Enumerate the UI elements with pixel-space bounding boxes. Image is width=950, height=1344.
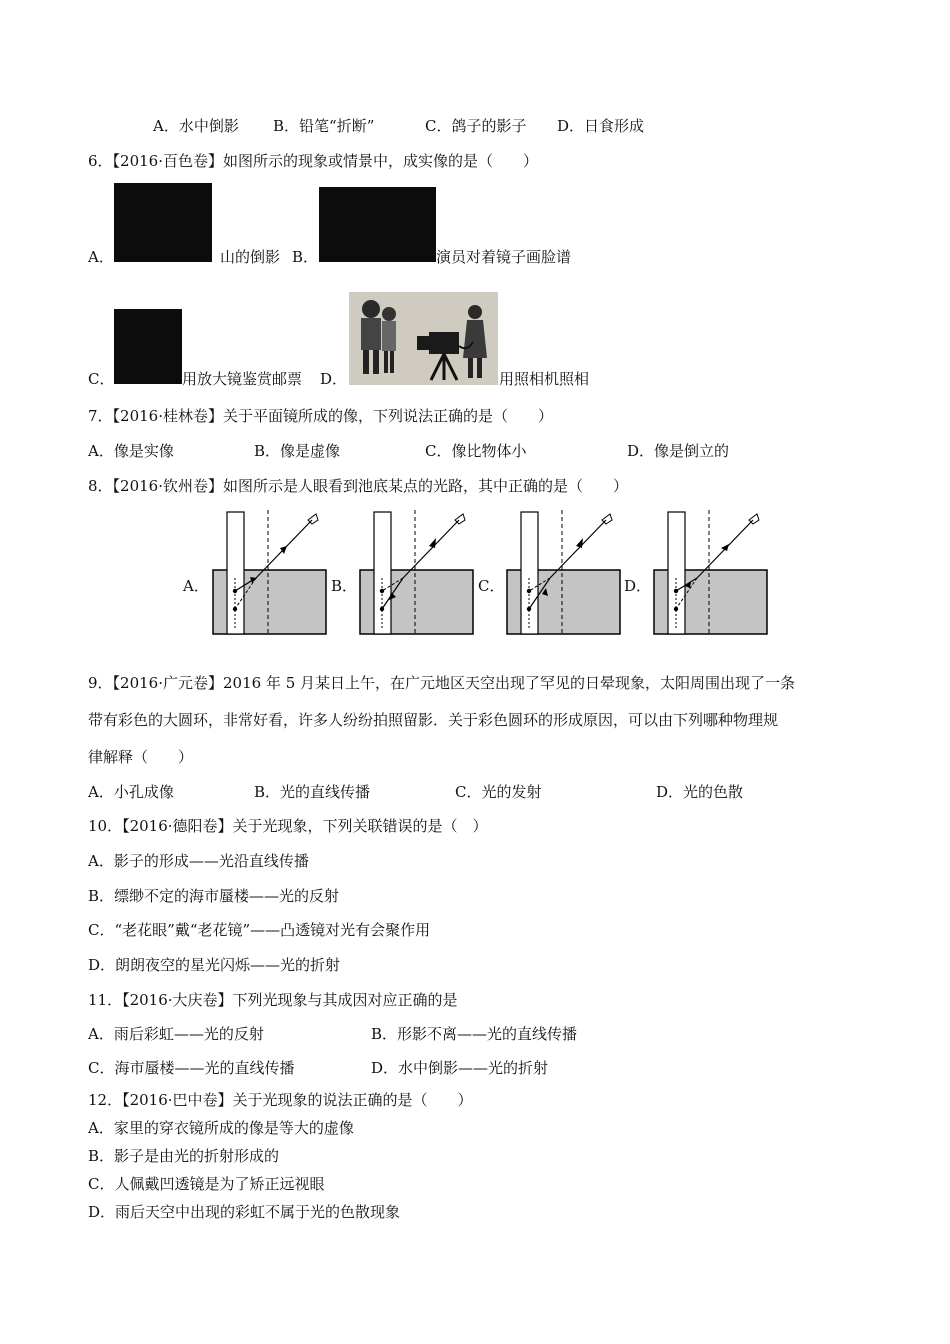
- q8-option-d-letter: D．: [624, 577, 652, 595]
- q6-option-c-text: 用放大镜鉴赏邮票: [182, 370, 303, 388]
- q11-option-d: D．水中倒影——光的折射: [371, 1059, 549, 1077]
- q11-option-c: C．海市蜃楼——光的直线传播: [88, 1059, 295, 1077]
- q5-option-c: C．鸽子的影子: [425, 117, 527, 135]
- q5-option-a: A．水中倒影: [153, 117, 239, 135]
- q7-option-d: D．像是倒立的: [627, 442, 730, 460]
- q7-option-a: A．像是实像: [88, 442, 174, 460]
- q5-option-b: B．铅笔“折断”: [273, 117, 375, 135]
- q10-option-c: C．“老花眼”戴“老花镜”——凸透镜对光有会聚作用: [88, 921, 431, 939]
- q9-option-a: A．小孔成像: [88, 783, 174, 801]
- q8-option-a-letter: A．: [183, 577, 209, 595]
- q6-option-b-text: 演员对着镜子画脸谱: [436, 248, 572, 266]
- q6-option-a-letter: A．: [88, 248, 114, 266]
- q6-stem: 6．【2016·百色卷】如图所示的现象或情景中，成实像的是（ ）: [88, 152, 538, 170]
- q8-stem: 8．【2016·钦州卷】如图所示是人眼看到池底某点的光路，其中正确的是（ ）: [88, 477, 628, 495]
- q7-stem: 7．【2016·桂林卷】关于平面镜所成的像，下列说法正确的是（ ）: [88, 407, 553, 425]
- q6-option-d-letter: D．: [320, 370, 348, 388]
- q7-option-c: C．像比物体小: [425, 442, 527, 460]
- q6-option-a-text: 山的倒影: [220, 248, 281, 266]
- q8-diagram-a: [212, 508, 328, 636]
- q8-diagram-c: [506, 508, 622, 636]
- q9-option-d: D．光的色散: [656, 783, 744, 801]
- q10-stem: 10．【2016·德阳卷】关于光现象，下列关联错误的是（ ）: [88, 817, 488, 835]
- q12-option-c: C．人佩戴凹透镜是为了矫正远视眼: [88, 1175, 325, 1193]
- q8-diagram-b: [359, 508, 475, 636]
- q7-option-b: B．像是虚像: [254, 442, 341, 460]
- q12-option-a: A．家里的穿衣镜所成的像是等大的虚像: [88, 1119, 354, 1137]
- q9-option-b: B．光的直线传播: [254, 783, 371, 801]
- q10-option-d: D．朗朗夜空的星光闪烁——光的折射: [88, 956, 341, 974]
- magnifier-stamp-photo: [114, 309, 182, 384]
- actor-mirror-photo: [319, 187, 436, 262]
- camera-photo: [349, 292, 498, 385]
- mountain-reflection-photo: [114, 183, 212, 262]
- q10-option-a: A．影子的形成——光沿直线传播: [88, 852, 309, 870]
- q11-option-a: A．雨后彩虹——光的反射: [88, 1025, 264, 1043]
- q11-stem: 11．【2016·大庆卷】下列光现象与其成因对应正确的是: [88, 991, 458, 1009]
- q12-option-b: B．影子是由光的折射形成的: [88, 1147, 280, 1165]
- q5-option-d: D．日食形成: [557, 117, 645, 135]
- q8-option-b-letter: B．: [331, 577, 358, 595]
- q9-stem-line-2: 带有彩色的大圆环，非常好看，许多人纷纷拍照留影．关于彩色圆环的形成原因，可以由下列哪种物理规: [88, 711, 779, 729]
- q6-option-c-letter: C．: [88, 370, 115, 388]
- q6-option-d-text: 用照相机照相: [499, 370, 590, 388]
- q11-option-b: B．形影不离——光的直线传播: [371, 1025, 578, 1043]
- q6-option-b-letter: B．: [292, 248, 319, 266]
- q12-option-d: D．雨后天空中出现的彩虹不属于光的色散现象: [88, 1203, 401, 1221]
- q10-option-b: B．缥缈不定的海市蜃楼——光的反射: [88, 887, 340, 905]
- q8-option-c-letter: C．: [478, 577, 505, 595]
- q12-stem: 12．【2016·巴中卷】关于光现象的说法正确的是（ ）: [88, 1091, 473, 1109]
- q9-stem-line-3: 律解释（ ）: [88, 748, 194, 766]
- q9-stem-line-1: 9．【2016·广元卷】2016 年 5 月某日上午，在广元地区天空出现了罕见的日晕现象，太阳周围出现了一条: [88, 674, 796, 692]
- q8-diagram-d: [653, 508, 769, 636]
- q9-option-c: C．光的发射: [455, 783, 542, 801]
